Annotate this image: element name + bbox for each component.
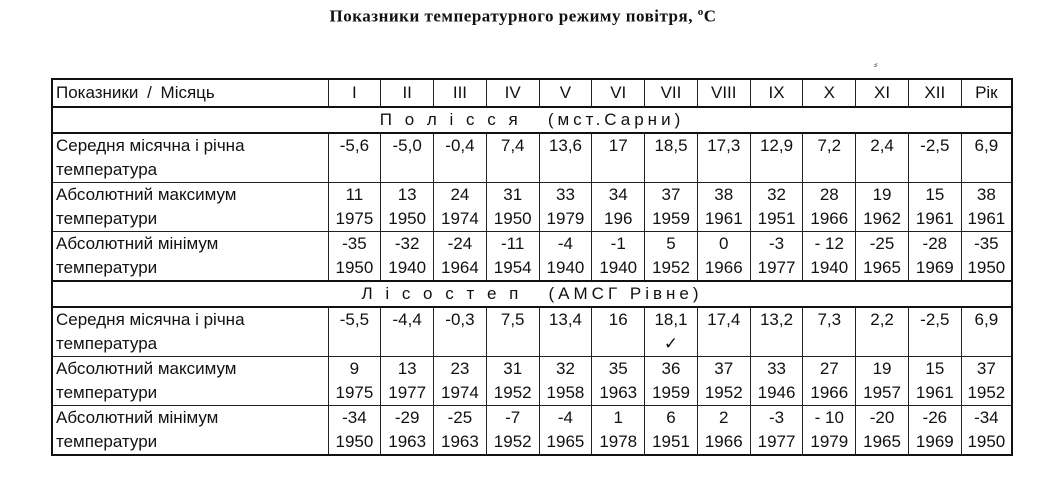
cell-year: 1958 (546, 383, 585, 402)
cell-year: 1959 (652, 383, 690, 402)
cell-value: -0,4 (445, 136, 475, 155)
cell-year: 1951 (757, 209, 796, 228)
cell-value: -35 (974, 234, 999, 253)
value-cell (592, 357, 645, 406)
cell-value: -25 (869, 234, 895, 253)
cell-year: 1950 (388, 209, 427, 228)
section-row (52, 107, 1012, 133)
value-cell (645, 357, 698, 406)
cell-year: 1959 (652, 209, 690, 228)
cell-value: 2,4 (870, 136, 894, 155)
cell-year: 1977 (757, 432, 796, 451)
cell-value: -5,5 (339, 310, 370, 329)
cell-year: 1965 (863, 432, 901, 451)
cell-year (803, 332, 855, 356)
value-cell (381, 307, 434, 357)
value-cell (803, 183, 856, 232)
value-cell (381, 357, 434, 406)
cell-value: 15 (925, 185, 945, 204)
value-cell (486, 307, 539, 357)
row-label-line: температури (56, 258, 158, 277)
value-cell (645, 307, 698, 357)
cell-year: 1963 (441, 432, 479, 451)
value-cell (856, 133, 909, 183)
header-month-8: VІІІ (697, 79, 750, 107)
cell-value: 15 (925, 359, 945, 378)
row-label-line: Середня місячна і річна (56, 136, 245, 155)
cell-year: 1974 (441, 209, 479, 228)
value-cell (961, 232, 1012, 282)
cell-year: 1961 (915, 209, 954, 228)
cell-year: 1975 (335, 209, 374, 228)
cell-value: 17,4 (707, 310, 741, 329)
cell-value: - 10 (814, 408, 844, 427)
value-cell (803, 406, 856, 456)
value-cell (539, 307, 592, 357)
cell-year (856, 332, 908, 356)
value-cell (908, 307, 961, 357)
cell-value: -3 (768, 234, 785, 253)
header-month-3: ІІІ (434, 79, 487, 107)
cell-year: 1979 (810, 432, 849, 451)
header-month-11: ХІ (856, 79, 909, 107)
cell-year (381, 332, 433, 356)
cell-value: 31 (503, 185, 523, 204)
value-cell (961, 307, 1012, 357)
cell-value: 37 (661, 185, 681, 204)
value-cell (328, 232, 381, 282)
value-cell (750, 133, 803, 183)
cell-year: 1979 (546, 209, 585, 228)
value-cell (645, 133, 698, 183)
cell-year: 1961 (967, 209, 1006, 228)
cell-year (540, 158, 592, 182)
header-month-4: ІV (486, 79, 539, 107)
cell-value: -35 (342, 234, 367, 253)
cell-year (698, 332, 750, 356)
title-unit: С (703, 6, 717, 26)
cell-year: 1975 (335, 383, 374, 402)
cell-value: 9 (349, 359, 360, 378)
cell-value: -20 (869, 408, 895, 427)
value-cell (592, 183, 645, 232)
cell-year: 1950 (967, 258, 1006, 277)
cell-year: 1940 (546, 258, 585, 277)
row-label-line: температури (56, 383, 158, 402)
cell-value: 23 (450, 359, 470, 378)
cell-value: -2,5 (920, 136, 950, 155)
value-cell (856, 307, 909, 357)
row-label-line: температури (56, 432, 158, 451)
cell-value: -24 (447, 234, 473, 253)
row-label-line: температури (56, 209, 158, 228)
cell-value: 7,2 (817, 136, 842, 155)
cell-year (962, 332, 1011, 356)
cell-year: 1978 (599, 432, 638, 451)
row-label (52, 357, 328, 406)
value-cell (803, 133, 856, 183)
cell-value: -4,4 (392, 310, 422, 329)
cell-value: -5,6 (339, 136, 370, 155)
row-label-line: Абсолютний мінімум (56, 234, 219, 253)
value-cell (539, 133, 592, 183)
row-label-line: Середня місячна і річна (56, 310, 245, 329)
value-cell (381, 133, 434, 183)
header-month-13: Рік (961, 79, 1012, 107)
value-cell (381, 232, 434, 282)
value-cell (486, 357, 539, 406)
section-row (52, 281, 1012, 307)
cell-year (329, 332, 381, 356)
value-cell (803, 357, 856, 406)
cell-year: 1950 (967, 432, 1006, 451)
cell-year (909, 332, 961, 356)
table-row (52, 307, 1012, 357)
cell-value: 13,4 (548, 310, 582, 329)
row-label-line: температура (56, 160, 158, 179)
cell-year: 1952 (493, 383, 532, 402)
cell-year (381, 158, 433, 182)
cell-value: -25 (447, 408, 473, 427)
header-month-5: V (539, 79, 592, 107)
value-cell (697, 232, 750, 282)
row-label-line: Абсолютний максимум (56, 359, 237, 378)
value-cell (592, 133, 645, 183)
table-row (52, 133, 1012, 183)
row-label (52, 406, 328, 456)
cell-year: 1977 (388, 383, 427, 402)
value-cell (697, 406, 750, 456)
cell-value: 7,4 (500, 136, 525, 155)
header-month-10: Х (803, 79, 856, 107)
value-cell (856, 357, 909, 406)
cell-value: 36 (661, 359, 681, 378)
title-text: Показники температурного режиму повітря, (329, 6, 698, 26)
header-month-2: ІІ (381, 79, 434, 107)
cell-year: 1966 (704, 258, 743, 277)
header-label: Показники / Місяць (52, 79, 328, 107)
value-cell (486, 183, 539, 232)
value-cell (908, 232, 961, 282)
cell-value: 17 (608, 136, 628, 155)
cell-value: -1 (610, 234, 626, 253)
cell-year: 1966 (810, 383, 849, 402)
value-cell (908, 183, 961, 232)
cell-value: 38 (976, 185, 996, 204)
cell-year (856, 158, 908, 182)
value-cell (803, 232, 856, 282)
cell-year: 1969 (915, 432, 954, 451)
header-month-1: І (328, 79, 381, 107)
cell-value: 31 (503, 359, 523, 378)
cell-value: 19 (872, 185, 892, 204)
value-cell (697, 183, 750, 232)
cell-value: 11 (345, 185, 364, 204)
cell-year: 1951 (652, 432, 690, 451)
value-cell (434, 133, 487, 183)
cell-value: 33 (556, 185, 575, 204)
cell-year (645, 158, 697, 182)
value-cell (434, 183, 487, 232)
cell-value: 32 (767, 185, 786, 204)
value-cell (856, 406, 909, 456)
cell-value: -34 (342, 408, 367, 427)
cell-value: -28 (922, 234, 948, 253)
value-cell (434, 357, 487, 406)
cell-year: 1940 (388, 258, 427, 277)
value-cell (434, 307, 487, 357)
value-cell (486, 232, 539, 282)
value-cell (803, 307, 856, 357)
cell-year: 1961 (915, 383, 954, 402)
cell-year (329, 158, 381, 182)
cell-year: 1952 (493, 432, 532, 451)
cell-value: 34 (608, 185, 628, 204)
row-label (52, 232, 328, 282)
cell-value: 18,1 (654, 310, 688, 329)
cell-value: -32 (394, 234, 420, 253)
cell-year: 1952 (704, 383, 743, 402)
section-title: Л і с о с т е п (АМСГ Рівне) (52, 281, 1012, 307)
cell-value: -11 (501, 234, 525, 253)
value-cell (697, 133, 750, 183)
cell-value: 24 (450, 185, 470, 204)
cell-year: 1974 (441, 383, 479, 402)
value-cell (908, 357, 961, 406)
value-cell (697, 357, 750, 406)
value-cell (750, 183, 803, 232)
cell-year (698, 158, 750, 182)
cell-year: 1940 (599, 258, 638, 277)
row-label-line: температура (56, 334, 158, 353)
cell-year: 1950 (335, 258, 374, 277)
cell-value: 1 (613, 408, 623, 427)
stray-pen-mark: ⸗ (874, 58, 878, 71)
cell-value: 13 (397, 185, 417, 204)
header-month-12: ХІІ (908, 79, 961, 107)
table-row (52, 232, 1012, 282)
cell-year (540, 332, 592, 356)
cell-value: 6,9 (974, 136, 999, 155)
cell-year (434, 158, 486, 182)
value-cell (856, 183, 909, 232)
cell-value: 2 (719, 408, 729, 427)
cell-value: 33 (767, 359, 786, 378)
header-month-7: VІІ (645, 79, 698, 107)
value-cell (908, 133, 961, 183)
cell-value: -4 (557, 234, 574, 253)
cell-value: 37 (714, 359, 734, 378)
value-cell (645, 406, 698, 456)
table-body (52, 107, 1012, 455)
value-cell (539, 357, 592, 406)
cell-value: 28 (819, 185, 839, 204)
value-cell (486, 406, 539, 456)
value-cell (539, 406, 592, 456)
cell-year: 1965 (863, 258, 901, 277)
cell-year: 1962 (863, 209, 901, 228)
value-cell (592, 307, 645, 357)
value-cell (328, 133, 381, 183)
value-cell (645, 232, 698, 282)
value-cell (486, 133, 539, 183)
value-cell (697, 307, 750, 357)
cell-value: 2,2 (870, 310, 894, 329)
value-cell (750, 406, 803, 456)
cell-value: 7,5 (500, 310, 525, 329)
cell-value: -3 (768, 408, 785, 427)
value-cell (328, 406, 381, 456)
cell-year: ✓ (663, 334, 679, 353)
cell-year: 196 (604, 209, 633, 228)
row-label-line: Абсолютний мінімум (56, 408, 219, 427)
value-cell (961, 133, 1012, 183)
row-label-line: Абсолютний максимум (56, 185, 237, 204)
cell-year: 1963 (599, 383, 638, 402)
cell-value: -5,0 (392, 136, 422, 155)
cell-year: 1969 (915, 258, 954, 277)
header-month-9: ІХ (750, 79, 803, 107)
cell-value: -2,5 (920, 310, 950, 329)
cell-value: 7,3 (817, 310, 842, 329)
cell-year: 1952 (967, 383, 1006, 402)
value-cell (539, 183, 592, 232)
value-cell (961, 357, 1012, 406)
cell-value: 37 (976, 359, 996, 378)
value-cell (961, 183, 1012, 232)
cell-year: 1966 (704, 432, 743, 451)
cell-year: 1977 (757, 258, 796, 277)
cell-value: 17,3 (707, 136, 741, 155)
value-cell (750, 307, 803, 357)
value-cell (961, 406, 1012, 456)
row-label (52, 133, 328, 183)
cell-year: 1950 (493, 209, 532, 228)
cell-year (909, 158, 961, 182)
cell-year: 1961 (704, 209, 743, 228)
value-cell (750, 232, 803, 282)
cell-year: 1964 (441, 258, 479, 277)
table-row (52, 357, 1012, 406)
cell-value: 18,5 (654, 136, 688, 155)
value-cell (381, 406, 434, 456)
cell-year: 1952 (652, 258, 690, 277)
cell-year (751, 332, 803, 356)
value-cell (328, 307, 381, 357)
cell-value: -0,3 (445, 310, 475, 329)
cell-year: 1950 (335, 432, 374, 451)
cell-year: 1940 (810, 258, 849, 277)
page-title (0, 6, 1046, 27)
cell-value: 32 (556, 359, 575, 378)
cell-year (751, 158, 803, 182)
table-row (52, 406, 1012, 456)
title-unit-degree: o (697, 6, 704, 18)
cell-value: 27 (819, 359, 839, 378)
value-cell (592, 406, 645, 456)
table-row (52, 183, 1012, 232)
cell-value: 13 (397, 359, 417, 378)
cell-year: 1963 (388, 432, 427, 451)
cell-year: 1965 (546, 432, 585, 451)
cell-value: -29 (394, 408, 420, 427)
cell-value: -26 (922, 408, 948, 427)
value-cell (856, 232, 909, 282)
value-cell (645, 183, 698, 232)
section-title: П о л і с с я (мст.Сарни) (52, 107, 1012, 133)
cell-year: 1954 (493, 258, 532, 277)
cell-year (487, 158, 539, 182)
cell-year (592, 158, 644, 182)
cell-value: 19 (872, 359, 892, 378)
cell-value: 5 (666, 234, 676, 253)
cell-year: 1957 (863, 383, 901, 402)
value-cell (908, 406, 961, 456)
cell-value: 0 (719, 234, 729, 253)
cell-value: -4 (557, 408, 574, 427)
temperature-table (51, 78, 1013, 456)
cell-value: 38 (714, 185, 734, 204)
value-cell (539, 232, 592, 282)
value-cell (328, 183, 381, 232)
cell-year: 1966 (810, 209, 849, 228)
cell-value: 35 (608, 359, 628, 378)
cell-value: 6 (666, 408, 676, 427)
cell-value: - 12 (814, 234, 844, 253)
header-row (52, 79, 1012, 107)
cell-value: -7 (505, 408, 521, 427)
row-label (52, 307, 328, 357)
value-cell (434, 232, 487, 282)
cell-value: 6,9 (974, 310, 999, 329)
value-cell (750, 357, 803, 406)
value-cell (328, 357, 381, 406)
value-cell (381, 183, 434, 232)
cell-year (962, 158, 1011, 182)
cell-year (592, 332, 644, 356)
row-label (52, 183, 328, 232)
cell-value: 13,6 (548, 136, 582, 155)
cell-year (487, 332, 539, 356)
value-cell (592, 232, 645, 282)
cell-value: 16 (608, 310, 628, 329)
cell-year (434, 332, 486, 356)
cell-value: -34 (974, 408, 999, 427)
cell-year: 1946 (757, 383, 796, 402)
value-cell (434, 406, 487, 456)
header-month-6: VІ (592, 79, 645, 107)
cell-year (803, 158, 855, 182)
cell-value: 12,9 (759, 136, 794, 155)
cell-value: 13,2 (759, 310, 794, 329)
